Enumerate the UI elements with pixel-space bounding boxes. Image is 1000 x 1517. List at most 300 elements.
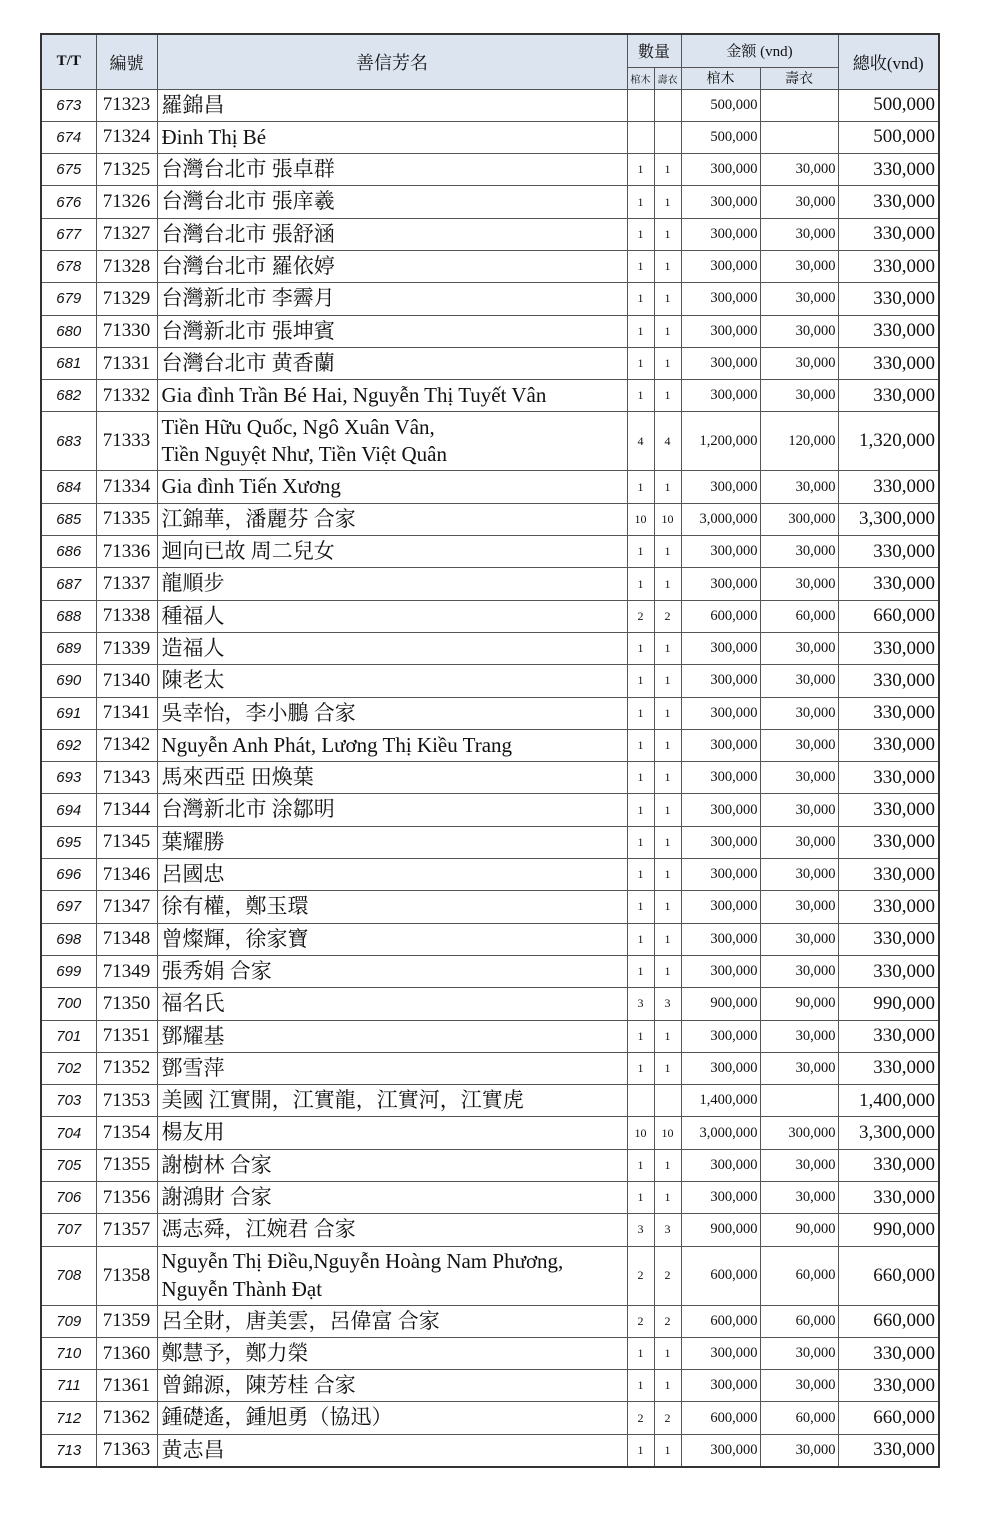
total-cell: 330,000: [838, 1020, 939, 1052]
total-cell: 990,000: [838, 988, 939, 1020]
total-cell: 1,320,000: [838, 412, 939, 471]
amount-shroud-cell: 30,000: [760, 1434, 838, 1466]
amount-coffin-cell: 600,000: [681, 600, 760, 632]
donor-name-cell: Gia đình Tiến Xương: [157, 471, 627, 503]
qty-coffin-cell: 1: [627, 1434, 654, 1466]
table-row: [41, 1117, 939, 1149]
donor-name-cell: 張秀娟 合家: [157, 955, 627, 987]
amount-coffin-cell: 900,000: [681, 1214, 760, 1246]
total-cell: 3,300,000: [838, 1117, 939, 1149]
donor-name-cell: 黄志昌: [157, 1434, 627, 1466]
qty-shroud-cell: 1: [654, 794, 681, 826]
tt-cell: 713: [41, 1434, 96, 1466]
amount-shroud-cell: 30,000: [760, 315, 838, 347]
donation-id-cell: 71359: [96, 1305, 157, 1337]
amount-coffin-cell: 300,000: [681, 826, 760, 858]
amount-coffin-cell: 300,000: [681, 283, 760, 315]
table-row: [41, 218, 939, 250]
qty-shroud-cell: 2: [654, 600, 681, 632]
tt-cell: 688: [41, 600, 96, 632]
amount-coffin-cell: 300,000: [681, 697, 760, 729]
tt-cell: 689: [41, 632, 96, 664]
donation-table: [40, 33, 940, 1468]
amount-shroud-cell: 300,000: [760, 503, 838, 535]
donation-id-cell: 71336: [96, 536, 157, 568]
donor-name-cell: 吳幸怡，李小鵬 合家: [157, 697, 627, 729]
total-cell: 330,000: [838, 568, 939, 600]
amount-shroud-cell: 30,000: [760, 1182, 838, 1214]
amount-coffin-cell: 300,000: [681, 1370, 760, 1402]
amount-shroud-cell: [760, 121, 838, 153]
table-row: [41, 1052, 939, 1084]
qty-shroud-cell: 1: [654, 347, 681, 379]
amount-shroud-cell: 30,000: [760, 729, 838, 761]
qty-shroud-cell: 1: [654, 1182, 681, 1214]
donation-id-cell: 71340: [96, 665, 157, 697]
total-cell: 330,000: [838, 347, 939, 379]
qty-shroud-cell: 1: [654, 697, 681, 729]
donation-id-cell: 71339: [96, 632, 157, 664]
table-row: [41, 347, 939, 379]
qty-coffin-cell: 1: [627, 1337, 654, 1369]
tt-cell: 701: [41, 1020, 96, 1052]
amount-coffin-cell: 300,000: [681, 186, 760, 218]
tt-cell: 696: [41, 859, 96, 891]
qty-coffin-cell: 4: [627, 412, 654, 471]
donor-name-cell: 江錦華，潘麗芬 合家: [157, 503, 627, 535]
total-cell: 330,000: [838, 632, 939, 664]
amount-coffin-cell: 3,000,000: [681, 503, 760, 535]
qty-shroud-cell: 3: [654, 988, 681, 1020]
tt-cell: 700: [41, 988, 96, 1020]
total-cell: 330,000: [838, 536, 939, 568]
qty-coffin-cell: 1: [627, 283, 654, 315]
amount-shroud-cell: 90,000: [760, 988, 838, 1020]
total-cell: 330,000: [838, 283, 939, 315]
table-row: [41, 1337, 939, 1369]
qty-coffin-cell: 1: [627, 250, 654, 282]
donor-name-cell: 台灣台北市 羅依婷: [157, 250, 627, 282]
total-cell: 1,400,000: [838, 1085, 939, 1117]
amount-coffin-cell: 300,000: [681, 154, 760, 186]
amount-shroud-cell: [760, 89, 838, 121]
tt-cell: 673: [41, 89, 96, 121]
donation-id-cell: 71335: [96, 503, 157, 535]
table-row: [41, 955, 939, 987]
donation-id-cell: 71353: [96, 1085, 157, 1117]
amount-shroud-cell: [760, 1085, 838, 1117]
qty-shroud-cell: 1: [654, 154, 681, 186]
amount-coffin-cell: 3,000,000: [681, 1117, 760, 1149]
tt-cell: 691: [41, 697, 96, 729]
tt-cell: 678: [41, 250, 96, 282]
donation-id-cell: 71357: [96, 1214, 157, 1246]
tt-cell: 704: [41, 1117, 96, 1149]
total-cell: 330,000: [838, 891, 939, 923]
qty-coffin-cell: 1: [627, 218, 654, 250]
table-row: [41, 1402, 939, 1434]
table-row: [41, 380, 939, 412]
qty-shroud-cell: 10: [654, 1117, 681, 1149]
amount-coffin-cell: 300,000: [681, 923, 760, 955]
donor-name-cell: 迴向已故 周二兒女: [157, 536, 627, 568]
total-cell: 330,000: [838, 1370, 939, 1402]
qty-shroud-cell: 1: [654, 729, 681, 761]
total-cell: 330,000: [838, 1149, 939, 1181]
tt-cell: 708: [41, 1246, 96, 1305]
qty-coffin-cell: 1: [627, 1149, 654, 1181]
donation-sheet: [40, 33, 938, 1468]
qty-shroud-cell: 1: [654, 826, 681, 858]
tt-cell: 699: [41, 955, 96, 987]
total-cell: 330,000: [838, 1337, 939, 1369]
amount-shroud-cell: 30,000: [760, 347, 838, 379]
qty-coffin-cell: 3: [627, 1214, 654, 1246]
amount-shroud-cell: 30,000: [760, 283, 838, 315]
amount-shroud-cell: 30,000: [760, 1020, 838, 1052]
amount-shroud-cell: 30,000: [760, 665, 838, 697]
qty-coffin-cell: 1: [627, 859, 654, 891]
donor-name-cell: 造福人: [157, 632, 627, 664]
qty-coffin-cell: 1: [627, 923, 654, 955]
donor-name-cell: 陳老太: [157, 665, 627, 697]
donation-id-cell: 71333: [96, 412, 157, 471]
qty-shroud-cell: 1: [654, 1434, 681, 1466]
donor-name-cell: 台灣新北市 張坤賓: [157, 315, 627, 347]
tt-cell: 674: [41, 121, 96, 153]
amount-coffin-cell: 500,000: [681, 121, 760, 153]
amount-shroud-cell: 300,000: [760, 1117, 838, 1149]
qty-shroud-cell: 1: [654, 891, 681, 923]
tt-cell: 685: [41, 503, 96, 535]
qty-coffin-cell: 1: [627, 471, 654, 503]
donation-id-cell: 71344: [96, 794, 157, 826]
tt-cell: 712: [41, 1402, 96, 1434]
table-row: [41, 891, 939, 923]
amount-shroud-cell: 30,000: [760, 568, 838, 600]
amount-shroud-cell: 120,000: [760, 412, 838, 471]
tt-cell: 710: [41, 1337, 96, 1369]
table-row: [41, 826, 939, 858]
qty-coffin-cell: 1: [627, 1052, 654, 1084]
donor-name-cell: Nguyễn Thị Điều,Nguyễn Hoàng Nam Phương, Nguyễn Thành Đạt: [157, 1246, 627, 1305]
table-row: [41, 632, 939, 664]
amount-coffin-cell: 300,000: [681, 471, 760, 503]
amount-shroud-cell: 30,000: [760, 186, 838, 218]
tt-cell: 684: [41, 471, 96, 503]
amount-coffin-cell: 300,000: [681, 1182, 760, 1214]
amount-coffin-cell: 300,000: [681, 1337, 760, 1369]
header-total: 總收(vnd): [838, 34, 939, 89]
tt-cell: 686: [41, 536, 96, 568]
donation-id-cell: 71337: [96, 568, 157, 600]
qty-shroud-cell: 1: [654, 923, 681, 955]
amount-shroud-cell: 60,000: [760, 600, 838, 632]
qty-shroud-cell: 1: [654, 471, 681, 503]
tt-cell: 679: [41, 283, 96, 315]
total-cell: 660,000: [838, 1305, 939, 1337]
total-cell: 330,000: [838, 471, 939, 503]
donation-id-cell: 71330: [96, 315, 157, 347]
tt-cell: 693: [41, 762, 96, 794]
donor-name-cell: 台灣台北市 張庠羲: [157, 186, 627, 218]
amount-coffin-cell: 600,000: [681, 1305, 760, 1337]
total-cell: 660,000: [838, 1402, 939, 1434]
qty-coffin-cell: 1: [627, 154, 654, 186]
amount-shroud-cell: 30,000: [760, 923, 838, 955]
donation-id-cell: 71326: [96, 186, 157, 218]
tt-cell: 690: [41, 665, 96, 697]
qty-coffin-cell: 2: [627, 1246, 654, 1305]
total-cell: 330,000: [838, 315, 939, 347]
tt-cell: 682: [41, 380, 96, 412]
qty-coffin-cell: 3: [627, 988, 654, 1020]
header-amount: 金额 (vnd): [681, 34, 838, 67]
qty-shroud-cell: 1: [654, 186, 681, 218]
qty-coffin-cell: 10: [627, 503, 654, 535]
donation-id-cell: 71352: [96, 1052, 157, 1084]
qty-coffin-cell: 1: [627, 1020, 654, 1052]
donation-id-cell: 71346: [96, 859, 157, 891]
qty-shroud-cell: 10: [654, 503, 681, 535]
qty-shroud-cell: 1: [654, 1052, 681, 1084]
qty-coffin-cell: 1: [627, 315, 654, 347]
amount-coffin-cell: 300,000: [681, 794, 760, 826]
table-row: [41, 1214, 939, 1246]
amount-shroud-cell: 30,000: [760, 955, 838, 987]
qty-shroud-cell: 1: [654, 536, 681, 568]
header-quantity: 數量: [627, 34, 681, 67]
donor-name-cell: 種福人: [157, 600, 627, 632]
total-cell: 660,000: [838, 600, 939, 632]
qty-coffin-cell: [627, 89, 654, 121]
donation-table-body: [41, 89, 939, 1467]
amount-coffin-cell: 600,000: [681, 1402, 760, 1434]
tt-cell: 702: [41, 1052, 96, 1084]
qty-coffin-cell: [627, 121, 654, 153]
qty-shroud-cell: 1: [654, 568, 681, 600]
donation-id-cell: 71327: [96, 218, 157, 250]
total-cell: 330,000: [838, 923, 939, 955]
tt-cell: 692: [41, 729, 96, 761]
donation-id-cell: 71325: [96, 154, 157, 186]
amount-coffin-cell: 300,000: [681, 891, 760, 923]
header-donation-id: 編號: [96, 34, 157, 89]
amount-coffin-cell: 300,000: [681, 665, 760, 697]
donor-name-cell: 台灣新北市 李霽月: [157, 283, 627, 315]
qty-coffin-cell: 1: [627, 1182, 654, 1214]
amount-shroud-cell: 30,000: [760, 1337, 838, 1369]
amount-coffin-cell: 300,000: [681, 315, 760, 347]
donor-name-cell: 馬來西亞 田煥葉: [157, 762, 627, 794]
amount-coffin-cell: 300,000: [681, 1052, 760, 1084]
qty-coffin-cell: 2: [627, 1305, 654, 1337]
table-row: [41, 923, 939, 955]
total-cell: 330,000: [838, 859, 939, 891]
amount-coffin-cell: 300,000: [681, 1149, 760, 1181]
total-cell: 990,000: [838, 1214, 939, 1246]
table-row: [41, 89, 939, 121]
tt-cell: 676: [41, 186, 96, 218]
table-row: [41, 988, 939, 1020]
total-cell: 330,000: [838, 218, 939, 250]
qty-shroud-cell: 1: [654, 955, 681, 987]
amount-shroud-cell: 60,000: [760, 1402, 838, 1434]
table-row: [41, 794, 939, 826]
donation-id-cell: 71323: [96, 89, 157, 121]
qty-shroud-cell: 4: [654, 412, 681, 471]
header-tt: T/T: [41, 34, 96, 89]
amount-shroud-cell: 30,000: [760, 826, 838, 858]
qty-shroud-cell: 1: [654, 1337, 681, 1369]
amount-shroud-cell: 30,000: [760, 1370, 838, 1402]
donation-id-cell: 71343: [96, 762, 157, 794]
amount-shroud-cell: 30,000: [760, 632, 838, 664]
amount-coffin-cell: 300,000: [681, 536, 760, 568]
qty-shroud-cell: 1: [654, 1370, 681, 1402]
tt-cell: 703: [41, 1085, 96, 1117]
donor-name-cell: 呂國忠: [157, 859, 627, 891]
qty-shroud-cell: 1: [654, 1020, 681, 1052]
donor-name-cell: Tiền Hữu Quốc, Ngô Xuân Vân, Tiền Nguyệt Như, Tiền Việt Quân: [157, 412, 627, 471]
amount-coffin-cell: 300,000: [681, 762, 760, 794]
qty-coffin-cell: 1: [627, 891, 654, 923]
table-row: [41, 315, 939, 347]
amount-shroud-cell: 30,000: [760, 536, 838, 568]
table-row: [41, 859, 939, 891]
qty-coffin-cell: 1: [627, 380, 654, 412]
header-row: [41, 34, 939, 67]
qty-shroud-cell: 1: [654, 762, 681, 794]
donor-name-cell: 福名氏: [157, 988, 627, 1020]
donation-id-cell: 71348: [96, 923, 157, 955]
amount-coffin-cell: 1,400,000: [681, 1085, 760, 1117]
donation-id-cell: 71331: [96, 347, 157, 379]
table-row: [41, 729, 939, 761]
tt-cell: 705: [41, 1149, 96, 1181]
donation-id-cell: 71334: [96, 471, 157, 503]
table-row: [41, 1020, 939, 1052]
qty-coffin-cell: 2: [627, 600, 654, 632]
qty-shroud-cell: 1: [654, 1149, 681, 1181]
donor-name-cell: 鄭慧予，鄭力榮: [157, 1337, 627, 1369]
table-row: [41, 1149, 939, 1181]
amount-coffin-cell: 300,000: [681, 1434, 760, 1466]
total-cell: 330,000: [838, 794, 939, 826]
total-cell: 330,000: [838, 154, 939, 186]
total-cell: 500,000: [838, 89, 939, 121]
qty-shroud-cell: 2: [654, 1402, 681, 1434]
donor-name-cell: 楊友用: [157, 1117, 627, 1149]
total-cell: 330,000: [838, 762, 939, 794]
amount-coffin-cell: 300,000: [681, 1020, 760, 1052]
header-donor-name: 善信芳名: [157, 34, 627, 89]
total-cell: 330,000: [838, 1052, 939, 1084]
donor-name-cell: Nguyễn Anh Phát, Lương Thị Kiều Trang: [157, 729, 627, 761]
tt-cell: 706: [41, 1182, 96, 1214]
qty-coffin-cell: 1: [627, 794, 654, 826]
donor-name-cell: 台灣台北市 黄香蘭: [157, 347, 627, 379]
donor-name-cell: 徐有權，鄭玉環: [157, 891, 627, 923]
qty-shroud-cell: 1: [654, 250, 681, 282]
tt-cell: 683: [41, 412, 96, 471]
qty-shroud-cell: 1: [654, 315, 681, 347]
tt-cell: 697: [41, 891, 96, 923]
table-row: [41, 1305, 939, 1337]
donor-name-cell: Gia đình Trần Bé Hai, Nguyễn Thị Tuyết Vân: [157, 380, 627, 412]
table-row: [41, 1246, 939, 1305]
table-row: [41, 600, 939, 632]
tt-cell: 677: [41, 218, 96, 250]
table-row: [41, 283, 939, 315]
table-row: [41, 121, 939, 153]
qty-coffin-cell: 1: [627, 186, 654, 218]
tt-cell: 681: [41, 347, 96, 379]
amount-coffin-cell: 300,000: [681, 218, 760, 250]
qty-coffin-cell: 1: [627, 632, 654, 664]
amount-shroud-cell: 30,000: [760, 1149, 838, 1181]
qty-coffin-cell: 1: [627, 568, 654, 600]
table-row: [41, 536, 939, 568]
qty-shroud-cell: 1: [654, 218, 681, 250]
total-cell: 330,000: [838, 380, 939, 412]
table-row: [41, 154, 939, 186]
donor-name-cell: 羅錦昌: [157, 89, 627, 121]
tt-cell: 680: [41, 315, 96, 347]
table-row: [41, 1182, 939, 1214]
total-cell: 330,000: [838, 665, 939, 697]
donor-name-cell: 曾錦源，陳芳桂 合家: [157, 1370, 627, 1402]
amount-shroud-cell: 30,000: [760, 762, 838, 794]
donation-id-cell: 71329: [96, 283, 157, 315]
donation-id-cell: 71354: [96, 1117, 157, 1149]
qty-coffin-cell: 1: [627, 955, 654, 987]
donation-id-cell: 71347: [96, 891, 157, 923]
amount-coffin-cell: 1,200,000: [681, 412, 760, 471]
donation-id-cell: 71349: [96, 955, 157, 987]
total-cell: 330,000: [838, 1182, 939, 1214]
qty-shroud-cell: [654, 89, 681, 121]
amount-shroud-cell: 30,000: [760, 697, 838, 729]
amount-shroud-cell: 30,000: [760, 218, 838, 250]
qty-coffin-cell: 1: [627, 536, 654, 568]
donation-id-cell: 71363: [96, 1434, 157, 1466]
donor-name-cell: 謝樹林 合家: [157, 1149, 627, 1181]
qty-coffin-cell: 1: [627, 665, 654, 697]
amount-shroud-cell: 60,000: [760, 1246, 838, 1305]
donor-name-cell: 鄧耀基: [157, 1020, 627, 1052]
tt-cell: 711: [41, 1370, 96, 1402]
total-cell: 3,300,000: [838, 503, 939, 535]
donor-name-cell: 美國 江實開，江實龍，江實河，江實虎: [157, 1085, 627, 1117]
table-row: [41, 665, 939, 697]
table-row: [41, 1370, 939, 1402]
donation-id-cell: 71358: [96, 1246, 157, 1305]
subheader-qty-shroud: 壽衣: [654, 67, 681, 89]
total-cell: 330,000: [838, 186, 939, 218]
amount-coffin-cell: 300,000: [681, 347, 760, 379]
amount-coffin-cell: 300,000: [681, 250, 760, 282]
donation-id-cell: 71355: [96, 1149, 157, 1181]
donation-id-cell: 71338: [96, 600, 157, 632]
amount-shroud-cell: 30,000: [760, 250, 838, 282]
total-cell: 330,000: [838, 250, 939, 282]
tt-cell: 694: [41, 794, 96, 826]
amount-coffin-cell: 300,000: [681, 955, 760, 987]
table-row: [41, 471, 939, 503]
donation-id-cell: 71350: [96, 988, 157, 1020]
qty-coffin-cell: [627, 1085, 654, 1117]
